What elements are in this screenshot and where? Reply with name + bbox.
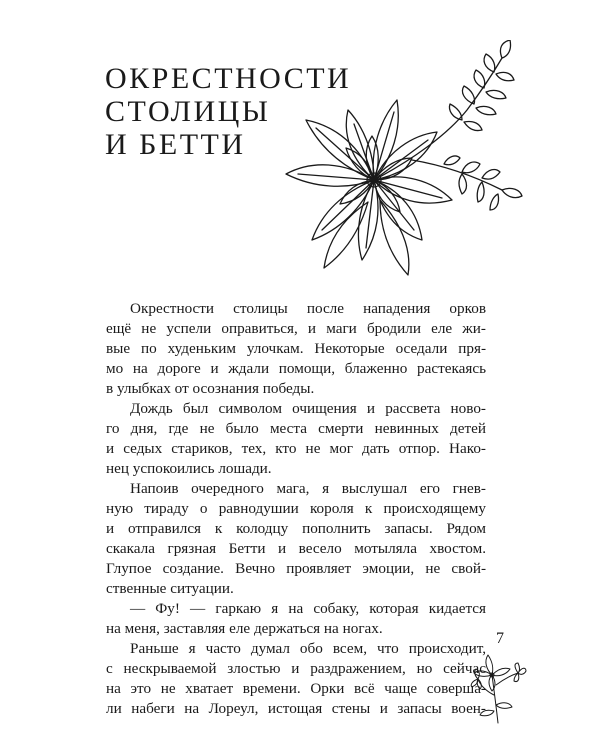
page-number: 7 xyxy=(496,630,504,647)
corner-flower-icon xyxy=(468,645,528,725)
paragraph xyxy=(106,639,486,719)
text-line: Дождь был символом очищения и рассвета ново- xyxy=(130,400,486,417)
paragraph xyxy=(106,479,486,599)
chapter-title-line-1: ОКРЕСТНОСТИ xyxy=(105,62,352,95)
text-line: Раньше я часто думал обо всем, что происходит, xyxy=(130,640,486,657)
text-line: нец успокоились лошади. xyxy=(106,460,272,477)
text-line: скакала грязная Бетти и весело мотыляла хвостом. xyxy=(106,540,486,557)
text-line: ли набеги на Лореул, истощая стены и запасы воен- xyxy=(106,700,486,717)
text-line: в улыбках от осознания победы. xyxy=(106,380,315,397)
body-text xyxy=(106,299,486,719)
text-line: с нескрываемой злостью и раздражением, но сейчас xyxy=(106,660,486,677)
paragraph xyxy=(106,599,486,639)
text-line: Напоив очередного мага, я выслушал его гнев- xyxy=(130,480,486,497)
text-line: ещё не успели оправиться, и маги бродили еле жи- xyxy=(106,320,486,337)
text-line: на это не хватает времени. Орки всё чаще соверша- xyxy=(106,680,486,697)
text-line: на меня, заставляя еле держаться на ногах. xyxy=(106,620,383,637)
text-line: мо на дороге и ждали помощи, блаженно растекаясь xyxy=(106,360,486,377)
text-line: ственные ситуации. xyxy=(106,580,234,597)
text-line: — Фу! — гаркаю я на собаку, которая кидается xyxy=(130,600,486,617)
paragraph xyxy=(106,399,486,479)
text-line: Окрестности столицы после нападения орков xyxy=(130,300,486,317)
text-line: ную тираду о равнодушии короля к происходящему xyxy=(106,500,486,517)
text-line: и седых стариков, тех, кто не мог дать отпор. Нако- xyxy=(106,440,486,457)
text-line: го дня, где не было места смерти невинных детей xyxy=(106,420,486,437)
text-line: и отправился к колодцу пополнить запасы. Рядом xyxy=(106,520,486,537)
chapter-title-line-3: И БЕТТИ xyxy=(105,128,246,161)
flower-illustration xyxy=(262,40,532,300)
paragraph xyxy=(106,299,486,399)
text-line: Глупое создание. Вечно проявляет эмоции, не свой- xyxy=(106,560,486,577)
text-line: вые по худеньким улочкам. Некоторые оседали пря- xyxy=(106,340,486,357)
chapter-title-line-2: СТОЛИЦЫ xyxy=(105,95,271,128)
